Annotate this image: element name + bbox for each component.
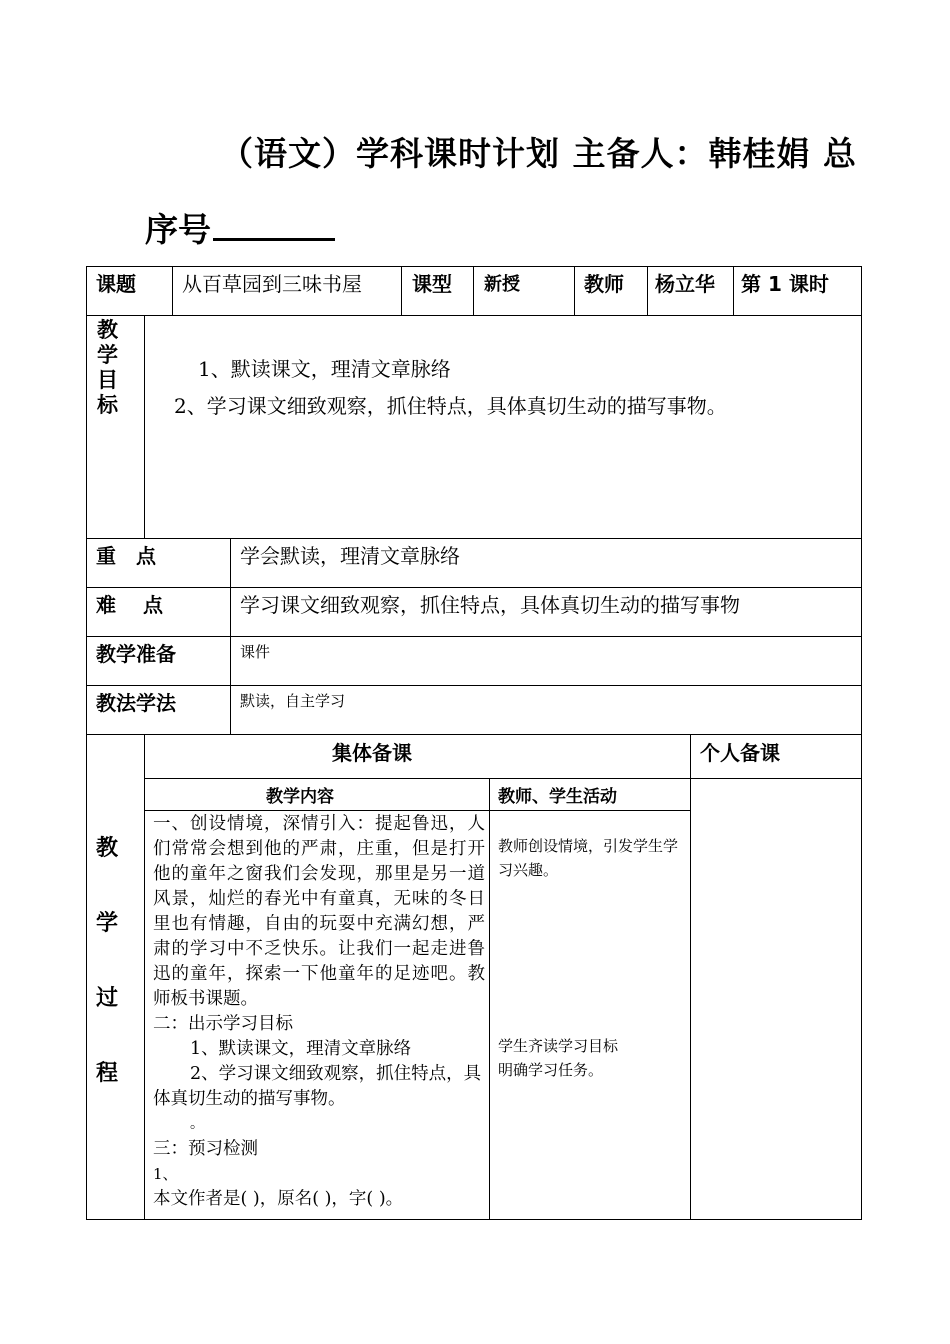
collective-prep-header: 集体备课: [332, 741, 412, 765]
topic-label: 课题: [96, 272, 136, 296]
content-line: 2、学习课文细致观察，抓住特点，具体真切生动的描写事物。: [153, 1064, 482, 1109]
teacher-label: 教师: [584, 272, 624, 296]
methods-value: 默读，自主学习: [240, 692, 346, 710]
page-title: （语文）学科课时计划 主备人：韩桂娟 总: [220, 134, 857, 173]
content-line: 本文作者是( )，原名( )，字( )。: [153, 1189, 404, 1209]
type-label: 课型: [412, 272, 452, 296]
methods-label: 教法学法: [96, 691, 176, 715]
activity-item: 明确学习任务。: [498, 1061, 604, 1079]
objective-item-1: 1、默读课文，理清文章脉络: [198, 357, 451, 381]
activity-item: 学生齐读学习目标: [498, 1037, 619, 1055]
process-label: 教 学 过 程: [96, 836, 119, 1086]
content-header: 教学内容: [266, 787, 334, 807]
difficulty-value: 学习课文细致观察，抓住特点，具体真切生动的描写事物: [240, 593, 740, 617]
period-label: 第 1 课时: [741, 272, 829, 296]
teaching-content: [153, 812, 485, 1212]
type-value: 新授: [484, 274, 520, 295]
content-line: 1、: [153, 1165, 178, 1183]
serial-number-blank: [213, 208, 335, 241]
topic-value: 从百草园到三味书屋: [182, 272, 362, 296]
key-point-label: 重 点: [96, 544, 156, 568]
objectives-label: 教 学 目 标: [97, 318, 118, 417]
activity-header: 教师、学生活动: [498, 787, 617, 807]
content-line: 。: [190, 1116, 204, 1132]
preparation-value: 课件: [240, 643, 271, 661]
activity-item: 教师创设情境，引发学生学习兴趣。: [498, 837, 679, 879]
page-title-line2: [145, 204, 335, 251]
key-point-value: 学会默读，理清文章脉络: [240, 544, 460, 568]
content-paragraph: 一、创设情境，深情引入：提起鲁迅，人们常常会想到他的严肃，庄重，但是打开他的童年之窗我们会发现，那里是另一道风景，灿烂的春光中有童真，无味的冬日里也有情趣，自由的玩耍中充满幻想，严肃的学习中不乏快乐。让我们一起走进鲁迅的童年，探索一下他童年的足迹吧。教师板书课题。: [153, 814, 485, 1009]
difficulty-label: 难 点: [96, 593, 163, 617]
serial-number-label: 序号: [145, 210, 211, 249]
personal-prep-header: 个人备课: [700, 741, 780, 765]
preparation-label: 教学准备: [96, 642, 176, 666]
content-line: 三：预习检测: [153, 1139, 258, 1159]
content-line: 二：出示学习目标: [153, 1014, 293, 1034]
content-line: 1、默读课文，理清文章脉络: [190, 1039, 412, 1059]
objective-item-2: 2、学习课文细致观察，抓住特点，具体真切生动的描写事物。: [174, 394, 727, 418]
teacher-value: 杨立华: [655, 272, 715, 296]
